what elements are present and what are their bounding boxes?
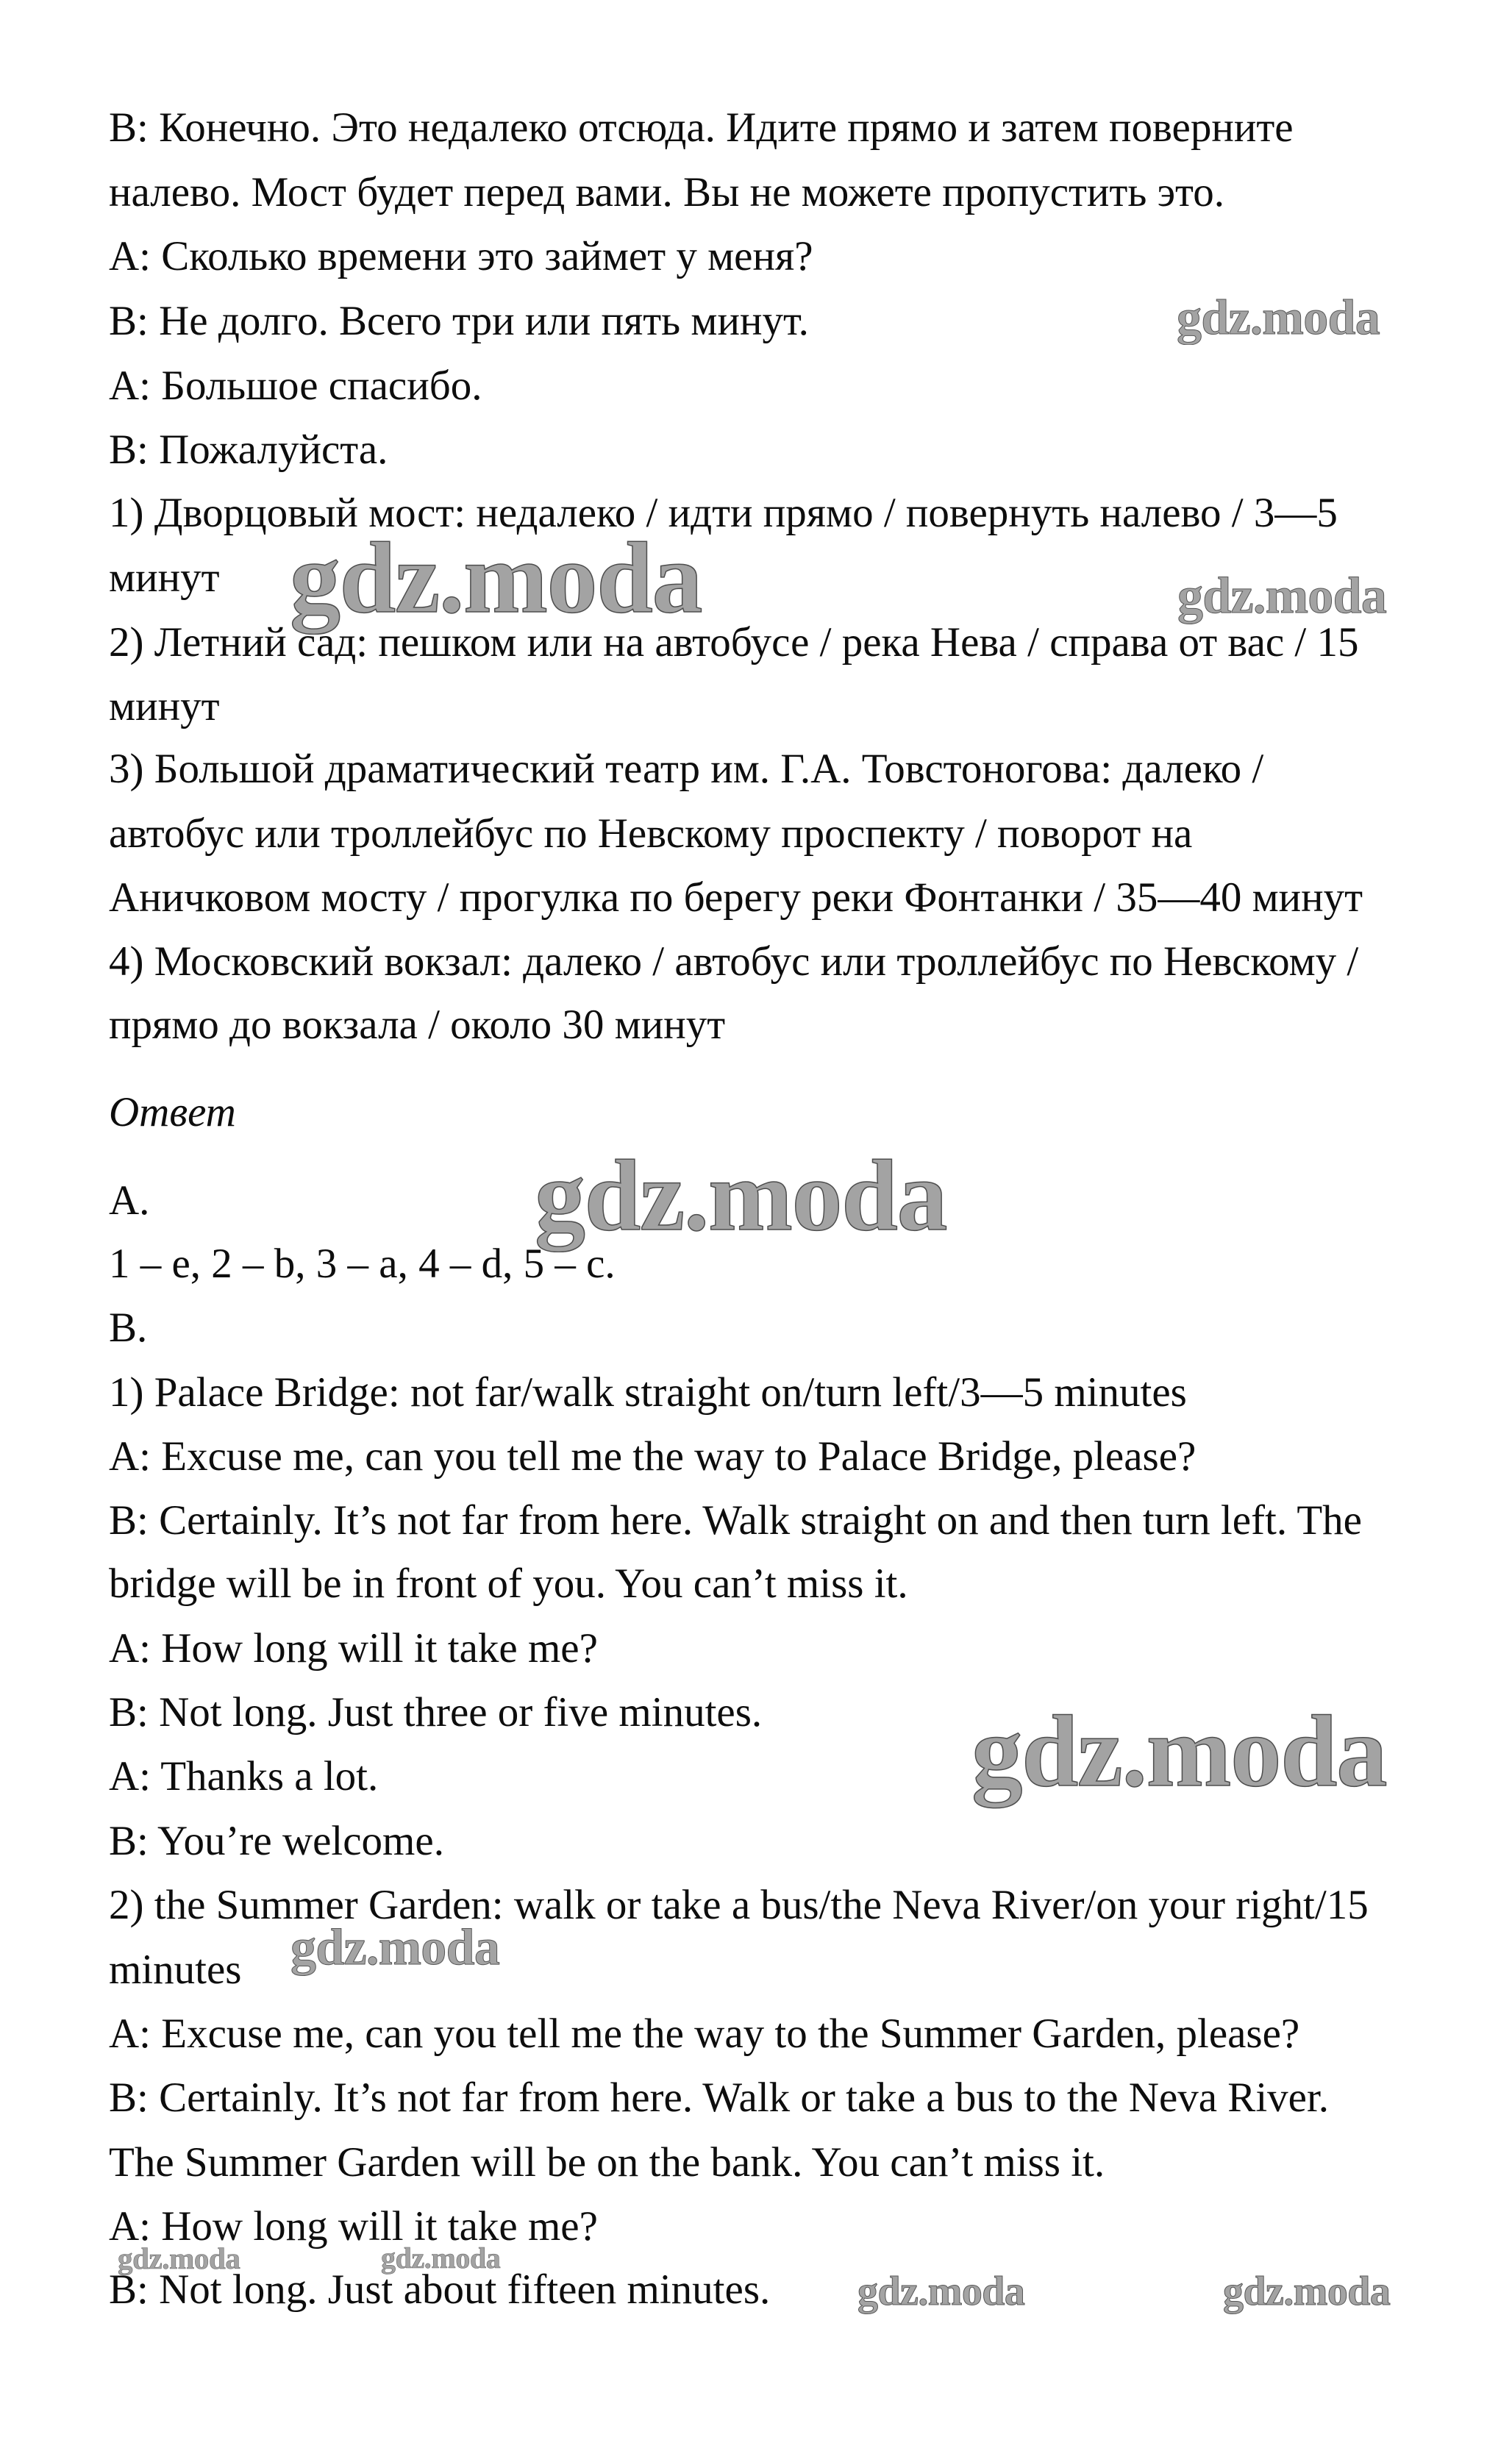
dialogue-1-line: bridge will be in front of you. You can’t miss it. bbox=[109, 1560, 908, 1607]
dialogue-1-line: B: Certainly. It’s not far from here. Walk straight on and then turn left. The bbox=[109, 1497, 1362, 1544]
dialogue-1-line: B: You’re welcome. bbox=[109, 1818, 444, 1864]
dialogue-2-line: A: Excuse me, can you tell me the way to the Summer Garden, please? bbox=[109, 2011, 1300, 2057]
dialogue-line: B: Конечно. Это недалеко отсюда. Идите прямо и затем поверните bbox=[109, 104, 1294, 151]
dialogue-2-line: minutes bbox=[109, 1947, 242, 1993]
watermark: gdz.moda bbox=[857, 2269, 1025, 2314]
dialogue-1-line: A: How long will it take me? bbox=[109, 1625, 598, 1672]
watermark: gdz.moda bbox=[290, 521, 702, 634]
dialogue-line: налево. Мост будет перед вами. Вы не можете пропустить это. bbox=[109, 169, 1224, 215]
dialogue-1-line: A: Excuse me, can you tell me the way to Palace Bridge, please? bbox=[109, 1433, 1197, 1480]
dialogue-1-line: 1) Palace Bridge: not far/walk straight on/turn left/3—5 minutes bbox=[109, 1369, 1187, 1416]
task-line: автобус или троллейбус по Невскому проспекту / поворот на bbox=[109, 810, 1193, 857]
task-line: 1) Дворцовый мост: недалеко / идти прямо / повернуть налево / 3—5 bbox=[109, 490, 1338, 536]
dialogue-1-line: B: Not long. Just three or five minutes. bbox=[109, 1689, 763, 1735]
watermark: gdz.moda bbox=[118, 2241, 240, 2275]
watermark: gdz.moda bbox=[381, 2241, 501, 2275]
dialogue-line: A: Большое спасибо. bbox=[109, 363, 482, 409]
task-line: 2) Летний сад: пешком или на автобусе / река Нева / справа от вас / 15 bbox=[109, 619, 1359, 666]
watermark: gdz.moda bbox=[535, 1139, 947, 1252]
dialogue-2-line: 2) the Summer Garden: walk or take a bus/the Neva River/on your right/15 bbox=[109, 1882, 1369, 1928]
dialogue-2-line: B: Certainly. It’s not far from here. Walk or take a bus to the Neva River. bbox=[109, 2074, 1330, 2121]
dialogue-2-line: A: How long will it take me? bbox=[109, 2203, 598, 2250]
dialogue-line: A: Сколько времени это займет у меня? bbox=[109, 233, 813, 279]
dialogue-2-line: B: Not long. Just about fifteen minutes. bbox=[109, 2266, 771, 2313]
part-a-label: A. bbox=[109, 1177, 150, 1224]
watermark: gdz.moda bbox=[971, 1695, 1387, 1808]
dialogue-1-line: A: Thanks a lot. bbox=[109, 1753, 379, 1799]
task-line: прямо до вокзала / около 30 минут bbox=[109, 1002, 726, 1048]
task-line: Аничковом мосту / прогулка по берегу реки Фонтанки / 35—40 минут bbox=[109, 874, 1363, 921]
task-line: минут bbox=[109, 554, 220, 601]
dialogue-2-line: The Summer Garden will be on the bank. You can’t miss it. bbox=[109, 2139, 1105, 2186]
dialogue-line: B: Не долго. Всего три или пять минут. bbox=[109, 298, 809, 344]
dialogue-line: B: Пожалуйста. bbox=[109, 427, 388, 473]
part-b-label: B. bbox=[109, 1305, 148, 1351]
watermark: gdz.moda bbox=[1177, 568, 1387, 624]
part-a-answer: 1 – e, 2 – b, 3 – a, 4 – d, 5 – c. bbox=[109, 1241, 616, 1287]
watermark: gdz.moda bbox=[1177, 289, 1380, 345]
task-line: минут bbox=[109, 683, 220, 729]
answer-heading: Ответ bbox=[109, 1089, 236, 1135]
watermark: gdz.moda bbox=[290, 1919, 500, 1976]
watermark: gdz.moda bbox=[1223, 2269, 1391, 2314]
task-line: 3) Большой драматический театр им. Г.А. Товстоногова: далеко / bbox=[109, 746, 1264, 792]
task-line: 4) Московский вокзал: далеко / автобус или троллейбус по Невскому / bbox=[109, 938, 1359, 985]
